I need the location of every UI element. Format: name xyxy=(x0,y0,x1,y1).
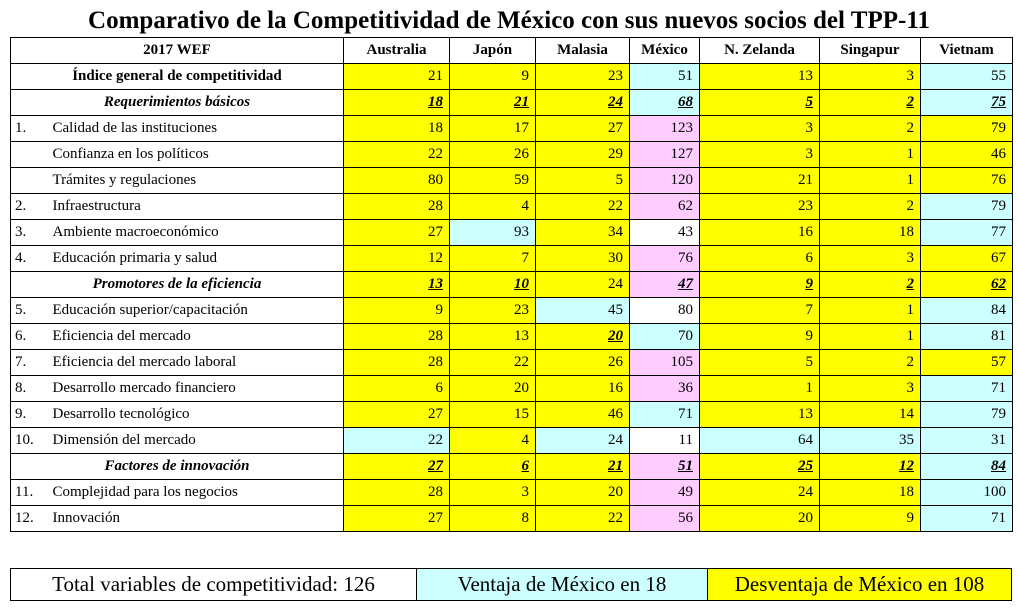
rank-cell: 16 xyxy=(536,376,630,402)
rank-cell: 1 xyxy=(820,142,921,168)
rank-cell: 67 xyxy=(921,246,1013,272)
page-title: Comparativo de la Competitividad de México con sus nuevos socios del TPP-11 xyxy=(88,7,930,34)
rank-cell: 1 xyxy=(820,298,921,324)
row-label: Eficiencia del mercado xyxy=(51,324,344,350)
table-row xyxy=(11,350,1013,376)
rank-cell: 27 xyxy=(344,506,450,532)
rank-cell: 120 xyxy=(630,168,700,194)
rank-cell: 6 xyxy=(344,376,450,402)
row-index: 1. xyxy=(11,116,51,142)
row-label: Calidad de las instituciones xyxy=(51,116,344,142)
rank-cell: 22 xyxy=(450,350,536,376)
rank-cell: 13 xyxy=(450,324,536,350)
rank-cell: 20 xyxy=(700,506,820,532)
rank-cell: 68 xyxy=(630,90,700,116)
rank-cell: 26 xyxy=(450,142,536,168)
rank-cell: 22 xyxy=(344,142,450,168)
table-row xyxy=(11,298,1013,324)
rank-cell: 71 xyxy=(921,506,1013,532)
row-label: Innovación xyxy=(51,506,344,532)
rank-cell: 13 xyxy=(344,272,450,298)
rank-cell: 2 xyxy=(820,272,921,298)
rank-cell: 81 xyxy=(921,324,1013,350)
rank-cell: 12 xyxy=(344,246,450,272)
rank-cell: 10 xyxy=(450,272,536,298)
rank-cell: 22 xyxy=(344,428,450,454)
row-label: Ambiente macroeconómico xyxy=(51,220,344,246)
rank-cell: 46 xyxy=(921,142,1013,168)
rank-cell: 7 xyxy=(450,246,536,272)
row-index xyxy=(11,168,51,194)
rank-cell: 7 xyxy=(700,298,820,324)
rank-cell: 47 xyxy=(630,272,700,298)
rank-cell: 21 xyxy=(536,454,630,480)
rank-cell: 1 xyxy=(820,168,921,194)
section-label: Factores de innovación xyxy=(11,454,344,480)
rank-cell: 5 xyxy=(700,90,820,116)
rank-cell: 23 xyxy=(536,64,630,90)
row-label: Complejidad para los negocios xyxy=(51,480,344,506)
rank-cell: 84 xyxy=(921,298,1013,324)
rank-cell: 29 xyxy=(536,142,630,168)
rank-cell: 18 xyxy=(820,220,921,246)
rank-cell: 3 xyxy=(450,480,536,506)
row-index: 5. xyxy=(11,298,51,324)
rank-cell: 56 xyxy=(630,506,700,532)
rank-cell: 20 xyxy=(536,480,630,506)
competitiveness-table xyxy=(10,37,1013,532)
rank-cell: 80 xyxy=(630,298,700,324)
row-index: 3. xyxy=(11,220,51,246)
rank-cell: 24 xyxy=(536,90,630,116)
row-index: 11. xyxy=(11,480,51,506)
header-country-cell: Australia xyxy=(344,38,450,64)
header-country-cell: México xyxy=(630,38,700,64)
rank-cell: 105 xyxy=(630,350,700,376)
row-index: 7. xyxy=(11,350,51,376)
row-index: 2. xyxy=(11,194,51,220)
rank-cell: 100 xyxy=(921,480,1013,506)
rank-cell: 4 xyxy=(450,194,536,220)
rank-cell: 17 xyxy=(450,116,536,142)
rank-cell: 20 xyxy=(536,324,630,350)
rank-cell: 22 xyxy=(536,506,630,532)
rank-cell: 18 xyxy=(344,90,450,116)
rank-cell: 20 xyxy=(450,376,536,402)
rank-cell: 13 xyxy=(700,64,820,90)
rank-cell: 4 xyxy=(450,428,536,454)
header-country-cell: Singapur xyxy=(820,38,921,64)
row-index: 9. xyxy=(11,402,51,428)
rank-cell: 36 xyxy=(630,376,700,402)
rank-cell: 64 xyxy=(700,428,820,454)
rank-cell: 3 xyxy=(700,116,820,142)
rank-cell: 2 xyxy=(820,90,921,116)
rank-cell: 55 xyxy=(921,64,1013,90)
rank-cell: 28 xyxy=(344,350,450,376)
rank-cell: 75 xyxy=(921,90,1013,116)
table-row xyxy=(11,402,1013,428)
rank-cell: 24 xyxy=(536,428,630,454)
rank-cell: 5 xyxy=(536,168,630,194)
summary-total: Total variables de competitividad: 126 xyxy=(11,569,416,600)
rank-cell: 8 xyxy=(450,506,536,532)
table-row xyxy=(11,168,1013,194)
rank-cell: 71 xyxy=(630,402,700,428)
header-label-cell: 2017 WEF xyxy=(11,38,344,64)
rank-cell: 3 xyxy=(700,142,820,168)
rank-cell: 21 xyxy=(700,168,820,194)
header-country-cell: N. Zelanda xyxy=(700,38,820,64)
header-country-cell: Japón xyxy=(450,38,536,64)
rank-cell: 16 xyxy=(700,220,820,246)
row-label: Educación superior/capacitación xyxy=(51,298,344,324)
rank-cell: 1 xyxy=(820,324,921,350)
rank-cell: 43 xyxy=(630,220,700,246)
summary-advantage: Ventaja de México en 18 xyxy=(416,569,707,600)
rank-cell: 28 xyxy=(344,324,450,350)
rank-cell: 13 xyxy=(700,402,820,428)
rank-cell: 18 xyxy=(820,480,921,506)
rank-cell: 79 xyxy=(921,194,1013,220)
table-row xyxy=(11,220,1013,246)
rank-cell: 46 xyxy=(536,402,630,428)
rank-cell: 18 xyxy=(344,116,450,142)
rank-cell: 14 xyxy=(820,402,921,428)
rank-cell: 76 xyxy=(630,246,700,272)
rank-cell: 35 xyxy=(820,428,921,454)
rank-cell: 123 xyxy=(630,116,700,142)
rank-cell: 28 xyxy=(344,194,450,220)
rank-cell: 2 xyxy=(820,116,921,142)
table-row xyxy=(11,246,1013,272)
section-row xyxy=(11,90,1013,116)
rank-cell: 51 xyxy=(630,64,700,90)
rank-cell: 9 xyxy=(700,324,820,350)
rank-cell: 23 xyxy=(700,194,820,220)
header-country-cell: Malasia xyxy=(536,38,630,64)
table-row xyxy=(11,324,1013,350)
row-index xyxy=(11,142,51,168)
rank-cell: 62 xyxy=(921,272,1013,298)
rank-cell: 45 xyxy=(536,298,630,324)
row-label: Eficiencia del mercado laboral xyxy=(51,350,344,376)
section-row xyxy=(11,272,1013,298)
rank-cell: 5 xyxy=(700,350,820,376)
rank-cell: 79 xyxy=(921,116,1013,142)
rank-cell: 9 xyxy=(450,64,536,90)
section-label: Promotores de la eficiencia xyxy=(11,272,344,298)
table-row xyxy=(11,376,1013,402)
rank-cell: 71 xyxy=(921,376,1013,402)
rank-cell: 6 xyxy=(700,246,820,272)
rank-cell: 76 xyxy=(921,168,1013,194)
rank-cell: 70 xyxy=(630,324,700,350)
rank-cell: 21 xyxy=(450,90,536,116)
rank-cell: 23 xyxy=(450,298,536,324)
table-row xyxy=(11,428,1013,454)
row-label: Infraestructura xyxy=(51,194,344,220)
table-row xyxy=(11,506,1013,532)
row-label: Trámites y regulaciones xyxy=(51,168,344,194)
row-label: Desarrollo tecnológico xyxy=(51,402,344,428)
rank-cell: 9 xyxy=(344,298,450,324)
rank-cell: 25 xyxy=(700,454,820,480)
rank-cell: 59 xyxy=(450,168,536,194)
rank-cell: 6 xyxy=(450,454,536,480)
row-label: Educación primaria y salud xyxy=(51,246,344,272)
row-label: Confianza en los políticos xyxy=(51,142,344,168)
rank-cell: 31 xyxy=(921,428,1013,454)
overall-label: Índice general de competitividad xyxy=(11,64,344,90)
rank-cell: 28 xyxy=(344,480,450,506)
rank-cell: 49 xyxy=(630,480,700,506)
rank-cell: 3 xyxy=(820,376,921,402)
rank-cell: 57 xyxy=(921,350,1013,376)
rank-cell: 21 xyxy=(344,64,450,90)
rank-cell: 51 xyxy=(630,454,700,480)
rank-cell: 9 xyxy=(820,506,921,532)
rank-cell: 34 xyxy=(536,220,630,246)
row-index: 12. xyxy=(11,506,51,532)
rank-cell: 15 xyxy=(450,402,536,428)
rank-cell: 27 xyxy=(536,116,630,142)
row-index: 4. xyxy=(11,246,51,272)
rank-cell: 27 xyxy=(344,454,450,480)
rank-cell: 9 xyxy=(700,272,820,298)
rank-cell: 24 xyxy=(700,480,820,506)
rank-cell: 26 xyxy=(536,350,630,376)
rank-cell: 1 xyxy=(700,376,820,402)
rank-cell: 24 xyxy=(536,272,630,298)
table-row xyxy=(11,142,1013,168)
rank-cell: 30 xyxy=(536,246,630,272)
rank-cell: 2 xyxy=(820,350,921,376)
rank-cell: 12 xyxy=(820,454,921,480)
rank-cell: 2 xyxy=(820,194,921,220)
header-row xyxy=(11,38,1013,64)
row-label: Dimensión del mercado xyxy=(51,428,344,454)
summary-bar xyxy=(10,568,1012,601)
section-label: Requerimientos básicos xyxy=(11,90,344,116)
row-label: Desarrollo mercado financiero xyxy=(51,376,344,402)
row-index: 6. xyxy=(11,324,51,350)
rank-cell: 77 xyxy=(921,220,1013,246)
rank-cell: 80 xyxy=(344,168,450,194)
rank-cell: 22 xyxy=(536,194,630,220)
row-index: 8. xyxy=(11,376,51,402)
rank-cell: 27 xyxy=(344,402,450,428)
summary-disadvantage: Desventaja de México en 108 xyxy=(707,569,1011,600)
section-row xyxy=(11,454,1013,480)
rank-cell: 127 xyxy=(630,142,700,168)
rank-cell: 11 xyxy=(630,428,700,454)
row-index: 10. xyxy=(11,428,51,454)
rank-cell: 84 xyxy=(921,454,1013,480)
rank-cell: 79 xyxy=(921,402,1013,428)
table-row xyxy=(11,480,1013,506)
table-row xyxy=(11,194,1013,220)
rank-cell: 3 xyxy=(820,64,921,90)
rank-cell: 27 xyxy=(344,220,450,246)
overall-row xyxy=(11,64,1013,90)
rank-cell: 3 xyxy=(820,246,921,272)
table-row xyxy=(11,116,1013,142)
header-country-cell: Vietnam xyxy=(921,38,1013,64)
rank-cell: 62 xyxy=(630,194,700,220)
rank-cell: 93 xyxy=(450,220,536,246)
